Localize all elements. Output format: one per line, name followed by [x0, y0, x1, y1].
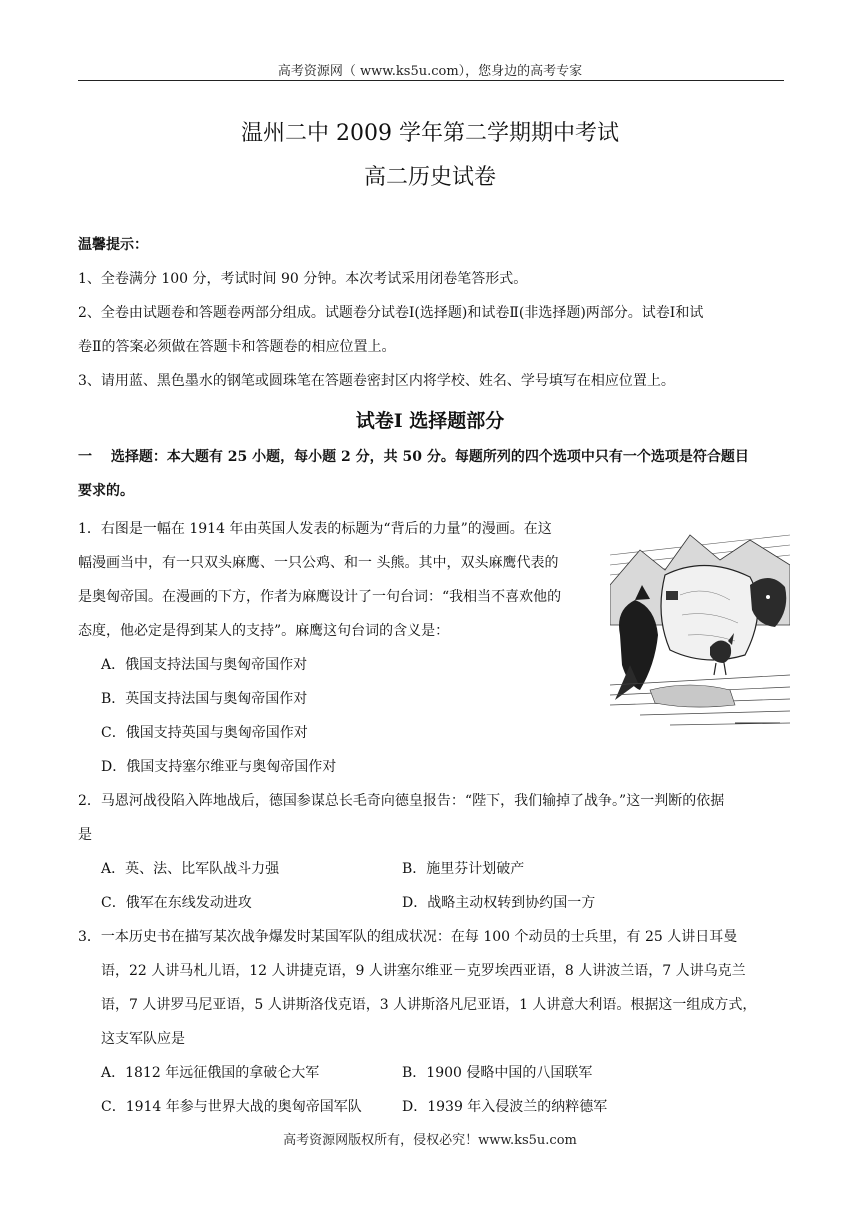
notice-item: 2、全卷由试题卷和答题卷两部分组成。试题卷分试卷Ⅰ(选择题)和试卷Ⅱ(非选择题)两部分。试卷Ⅰ和试: [78, 305, 704, 321]
question-2-option-a: A．英、法、比军队战斗力强: [101, 861, 280, 877]
question-2-option-c: C．俄军在东线发动进攻: [101, 895, 252, 911]
question-1-option-b: B．英国支持法国与奥匈帝国作对: [101, 691, 308, 707]
cartoon-illustration: [610, 515, 790, 740]
page-footer: 高考资源网版权所有，侵权必究！www.ks5u.com: [283, 1133, 577, 1148]
question-3-stem: 语，7 人讲罗马尼亚语，5 人讲斯洛伐克语，3 人讲斯洛凡尼亚语，1 人讲意大利语。根据这一组成方式，: [101, 997, 757, 1013]
question-1-option-c: C．俄国支持英国与奥匈帝国作对: [101, 725, 308, 741]
notice-item: 1、全卷满分 100 分，考试时间 90 分钟。本次考试采用闭卷笔答形式。: [78, 271, 528, 287]
question-3-option-d: D．1939 年入侵波兰的纳粹德军: [402, 1099, 608, 1115]
header-divider: [78, 80, 784, 81]
question-3-stem: 语，22 人讲马札儿语，12 人讲捷克语，9 人讲塞尔维亚－克罗埃西亚语，8 人讲波兰语，7 人讲乌克兰: [101, 963, 746, 979]
section-instruction: 要求的。: [78, 483, 134, 499]
question-2-option-d: D．战略主动权转到协约国一方: [402, 895, 596, 911]
question-2-stem: 2．马恩河战役陷入阵地战后，德国参谋总长毛奇向德皇报告：“陛下，我们输掉了战争。”这一判断的依据: [78, 793, 725, 809]
question-3-option-a: A．1812 年远征俄国的拿破仑大军: [101, 1065, 320, 1081]
question-3-option-b: B．1900 侵略中国的八国联军: [402, 1065, 593, 1081]
question-1-stem: 幅漫画当中，有一只双头麻鹰、一只公鸡、和一 头熊。其中，双头麻鹰代表的: [78, 555, 559, 571]
exam-title: 温州二中 2009 学年第二学期期中考试: [241, 121, 619, 146]
section-title: 试卷Ⅰ 选择题部分: [355, 410, 505, 432]
exam-subtitle: 高二历史试卷: [363, 165, 496, 190]
question-1-stem: 1．右图是一幅在 1914 年由英国人发表的标题为“背后的力量”的漫画。在这: [78, 521, 552, 537]
page-header: 高考资源网（ www.ks5u.com），您身边的高考专家: [277, 64, 583, 79]
question-1-option-d: D．俄国支持塞尔维亚与奥匈帝国作对: [101, 759, 337, 775]
notice-item: 3、请用蓝、黑色墨水的钢笔或圆珠笔在答题卷密封区内将学校、姓名、学号填写在相应位置上。: [78, 373, 675, 389]
question-2-option-b: B．施里芬计划破产: [402, 861, 525, 877]
question-2-stem: 是: [78, 827, 92, 843]
question-3-stem: 3．一本历史书在描写某次战争爆发时某国军队的组成状况：在每 100 个动员的士兵里，有 25 人讲日耳曼: [78, 929, 738, 945]
question-3-stem: 这支军队应是: [101, 1031, 185, 1047]
question-1-stem: 态度，他必定是得到某人的支持”。麻鹰这句台词的含义是：: [78, 623, 450, 639]
question-1-stem: 是奥匈帝国。在漫画的下方，作者为麻鹰设计了一句台词：“我相当不喜欢他的: [78, 589, 562, 605]
question-3-option-c: C．1914 年参与世界大战的奥匈帝国军队: [101, 1099, 362, 1115]
question-1-option-a: A．俄国支持法国与奥匈帝国作对: [101, 657, 308, 673]
section-instruction: 一 选择题：本大题有 25 小题，每小题 2 分，共 50 分。每题所列的四个选项中只有一个选项是符合题目: [78, 449, 749, 465]
notice-item: 卷Ⅱ的答案必须做在答题卡和答题卷的相应位置上。: [78, 339, 396, 355]
notice-heading: 温馨提示：: [78, 237, 148, 253]
